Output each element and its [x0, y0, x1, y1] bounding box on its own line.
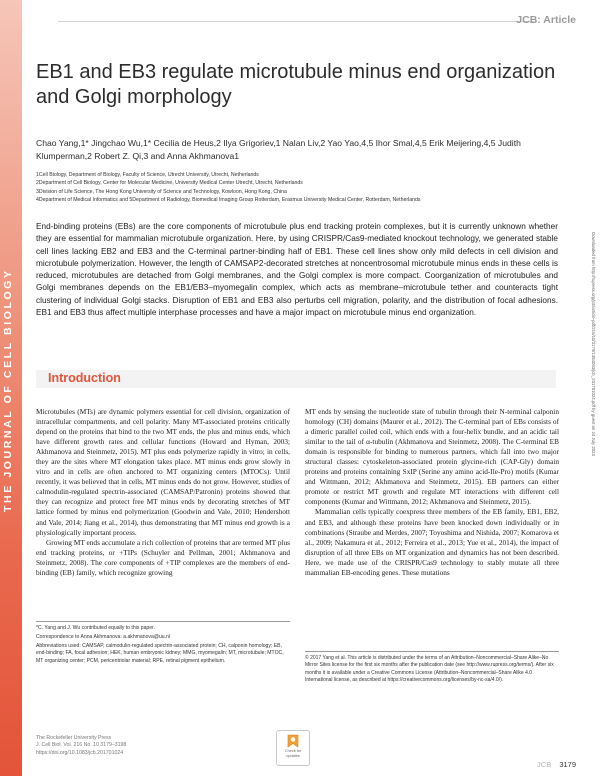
author-list: Chao Yang,1* Jingchao Wu,1* Cecilia de Heus,2 Ilya Grigoriev,1 Nalan Liv,2 Yao Yao,4,5 Ihor Smal,4,5 Erik Meijering,4,5 Judith Klumperman,2 Robert Z. Qi,3 and Anna Akhmanova1	[36, 138, 521, 161]
license-note: © 2017 Yang et al. This article is distributed under the terms of an Attribution–Noncommercial–Share Alike–No Mirror Sites license for the first six months after the publication date (see http://www.rupress.org/terms/). After six months it is available under a Creative Commons License (Attribution–Noncommercial–Share Alike 4.0 International license, as described at https://creativecommons.org/licenses/by-nc-sa/4.0/).	[305, 651, 559, 684]
paragraph: MT ends by sensing the nucleotide state of tubulin through their N-terminal calponin homology (CH) domains (Maurer et al., 2012). The C-terminal part of EBs consists of a dimeric parallel coiled coil, which ends with a four-helix bundle, and an acidic tail similar to the tail of α-tubulin (Akhmanova and Steinmetz, 2008). The C-terminal EB domain is responsible for binding to numerous partners, which fall into two major structural classes: cytoskeleton-associated protein glycine-rich (CAP-Gly) domain proteins and proteins containing SxIP (Serine any amino acid-Ile-Pro) motifs (Kumar and Wittmann, 2012; Akhmanova and Steinmetz, 2015). EB partners can either promote or restrict MT growth and regulate MT interactions with different cell components (Kumar and Wittmann, 2012; Akhmanova and Steinmetz, 2015).	[305, 407, 559, 507]
affiliation-2: 2Department of Cell Biology, Center for Molecular Medicine, University Medical Center Utrecht, Utrecht, Netherlands	[36, 180, 303, 187]
publication-info	[36, 735, 236, 757]
affiliation-4: 4Department of Medical Informatics and 5Department of Radiology, Biomedical Imaging Group Rotterdam, Erasmus University Medical Center, Rotterdam, Netherlands	[36, 197, 421, 204]
abbreviations-note: Abbreviations used: CAMSAP, calmodulin-regulated spectrin-associated protein; CH, calponin homology; EB, end-binding; FA, focal adhesion; HEK, human embryonic kidney; MMG, myomegalin; MT, microtubule; MTOC, MT organizing center; PCM, pericentriolar material; RPE, retinal pigment epithelium.	[36, 643, 284, 664]
download-note: Downloaded from http://rupress.org/jcb/article-pdf/216/10/3179/1384093/jcb_201701024.pdf by guest on 24 July 2023	[591, 232, 596, 456]
paragraph: Mammalian cells typically coexpress three members of the EB family, EB1, EB2, and EB3, and although these proteins have been knocked down individually or in combinations (Straube and Merdes, 2007; Toyoshima and Nishida, 2007; Komarova et al., 2009; Nakamura et al., 2012; Ferreira et al., 2013; Yue et al., 2014), the impact of disruption of all three EBs on MT organization and dynamics has not been described. Here, we made use of the CRISPR/Cas9 technology to stably mutate all three mammalian EB-encoding genes. These mutations	[305, 507, 559, 577]
doi-link[interactable]: https://doi.org/10.1083/jcb.201701024	[36, 749, 124, 756]
affiliation-3: 3Division of Life Science, The Hong Kong University of Science and Technology, Kowloon, Hong Kong, China	[36, 188, 287, 195]
left-column	[36, 407, 290, 578]
journal-label: JCB: Article	[516, 14, 576, 26]
check-for-updates-badge[interactable]	[276, 730, 310, 766]
journal-header	[58, 14, 600, 28]
paragraph: Growing MT ends accumulate a rich collection of proteins that are termed MT plus end tracking proteins, or +TIPs (Schuyler and Pellman, 2001; Akhmanova and Steinmetz, 2008). The core components of +TIP complexes are the members of end-binding (EB) family, which recognize growing	[36, 537, 290, 577]
introduction-heading-bar	[36, 370, 556, 388]
citation-line: J. Cell Biol. Vol. 216 No. 10 3179–3198	[36, 742, 127, 749]
bookmark-icon	[287, 734, 299, 748]
badge-text: Check for updates	[284, 749, 302, 758]
right-column	[305, 407, 559, 578]
publisher-name: The Rockefeller University Press	[36, 735, 112, 741]
footer-journal: JCB	[537, 760, 552, 769]
journal-side-text: THE JOURNAL OF CELL BIOLOGY	[2, 268, 14, 512]
correspondence-note[interactable]: Correspondence to Anna Akhmanova: a.akhmanova@uu.nl	[36, 634, 171, 640]
paragraph: Microtubules (MTs) are dynamic polymers essential for cell division, organization of intracellular compartments, and cell polarity. Many MT-associated proteins critically depend on the proteins that bind to the two MT ends, the plus and minus ends, which have different growth rates and cellular functions (Howard and Hyman, 2003; Akhmanova and Steinmetz, 2015). MT plus ends polymerize rapidly in vitro; in cells, they are the sites where MT elongation takes place. MT minus ends grow slowly in vitro and in cells are often anchored to MT organizing centers (MTOCs). Until recently, it was believed that in cells, MT minus ends do not grow. However, studies of calmodulin-regulated spectrin-associated (CAMSAP/Patronin) proteins showed that they can recognize and protect free MT minus ends by decorating stretches of MT lattice formed by minus end polymerization (Goodwin and Vale, 2010; Hendershott and Vale, 2014; Jiang et al., 2014), thus demonstrating that MT minus end growth is a physiologically important process.	[36, 407, 290, 537]
page-footer	[537, 760, 576, 769]
footnotes	[36, 621, 290, 667]
affiliation-1: 1Cell Biology, Department of Biology, Faculty of Science, Utrecht University, Utrecht, Netherlands	[36, 172, 259, 178]
abstract: End-binding proteins (EBs) are the core components of microtubule plus end tracking protein complexes, but it is currently unknown whether they are essential for mammalian microtubule organization. Here, by using CRISPR/Cas9-mediated knockout technology, we generated stable cell lines lacking EB2 and EB3 and the C-terminal partner-binding half of EB1. These cell lines show only mild defects in cell division and microtubule polymerization. However, the length of CAMSAP2-decorated stretches at noncentrosomal microtubule minus ends in these cells is reduced, microtubules are detached from Golgi membranes, and the Golgi complex is more compact. Coorganization of microtubules and Golgi membranes depends on the EB1/EB3–myomegalin complex, which acts as membrane–microtubule tether and counteracts tight clustering of individual Golgi stacks. Disruption of EB1 and EB3 also perturbs cell migration, polarity, and the distribution of focal adhesions. EB1 and EB3 thus affect multiple interphase processes and have a major impact on microtubule minus end organization.	[36, 222, 558, 318]
equal-contribution-note: *C. Yang and J. Wu contributed equally to this paper.	[36, 625, 155, 631]
introduction-heading: Introduction	[48, 371, 121, 385]
journal-side-band	[0, 0, 22, 776]
affiliations	[36, 171, 556, 205]
page-number: 3179	[559, 760, 576, 769]
header-rule	[58, 21, 534, 22]
article-title: EB1 and EB3 regulate microtubule minus end organization and Golgi morphology	[36, 61, 556, 108]
